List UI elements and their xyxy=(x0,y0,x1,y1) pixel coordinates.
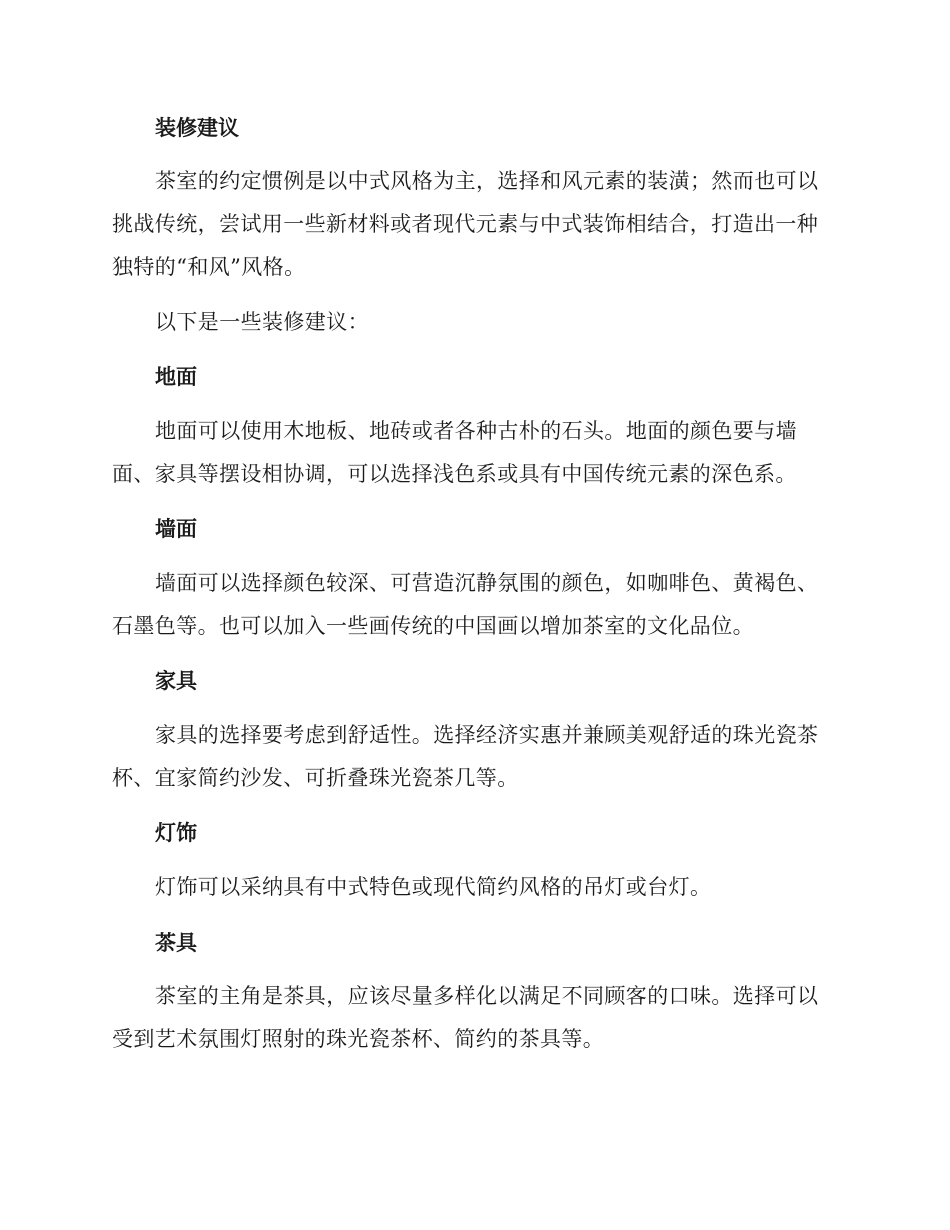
paragraph-line: 石墨色等。也可以加入一些画传统的中国画以增加茶室的文化品位。 xyxy=(112,614,754,638)
paragraph-line: 茶室的约定惯例是以中式风格为主，选择和风元素的装潢；然而也可以 xyxy=(155,169,819,193)
section-paragraph-furniture xyxy=(112,714,832,800)
section-paragraph-tea-set xyxy=(112,975,832,1061)
section-paragraph-wall xyxy=(112,562,832,648)
paragraph-line: 杯、宜家简约沙发、可折叠珠光瓷茶几等。 xyxy=(112,766,519,790)
paragraph-line: 以下是一些装修建议： xyxy=(155,310,369,334)
paragraph-line: 灯饰可以采纳具有中式特色或现代简约风格的吊灯或台灯。 xyxy=(155,875,712,899)
paragraph-line: 墙面可以选择颜色较深、可营造沉静氛围的颜色，如咖啡色、黄褐色、 xyxy=(155,571,819,595)
section-heading-lighting: 灯饰 xyxy=(155,821,197,845)
paragraph-line: 挑战传统，尝试用一些新材料或者现代元素与中式装饰相结合，打造出一种 xyxy=(112,212,819,236)
paragraph-line: 家具的选择要考虑到舒适性。选择经济实惠并兼顾美观舒适的珠光瓷茶 xyxy=(155,723,819,747)
section-paragraph-floor xyxy=(112,410,832,496)
section-heading-wall: 墙面 xyxy=(155,517,197,541)
section-heading-renovation-advice: 装修建议 xyxy=(155,116,239,140)
paragraph-line: 地面可以使用木地板、地砖或者各种古朴的石头。地面的颜色要与墙 xyxy=(155,419,797,443)
intro-paragraph xyxy=(112,160,832,289)
lead-in-paragraph xyxy=(112,301,832,344)
paragraph-line: 茶室的主角是茶具，应该尽量多样化以满足不同顾客的口味。选择可以 xyxy=(155,984,819,1008)
section-heading-floor: 地面 xyxy=(155,365,197,389)
paragraph-line: 受到艺术氛围灯照射的珠光瓷茶杯、简约的茶具等。 xyxy=(112,1027,605,1051)
paragraph-line: 面、家具等摆设相协调，可以选择浅色系或具有中国传统元素的深色系。 xyxy=(112,462,797,486)
section-heading-tea-set: 茶具 xyxy=(155,931,197,955)
section-heading-furniture: 家具 xyxy=(155,669,197,693)
paragraph-line: 独特的“和风”风格。 xyxy=(112,255,306,279)
section-paragraph-lighting xyxy=(112,866,832,909)
